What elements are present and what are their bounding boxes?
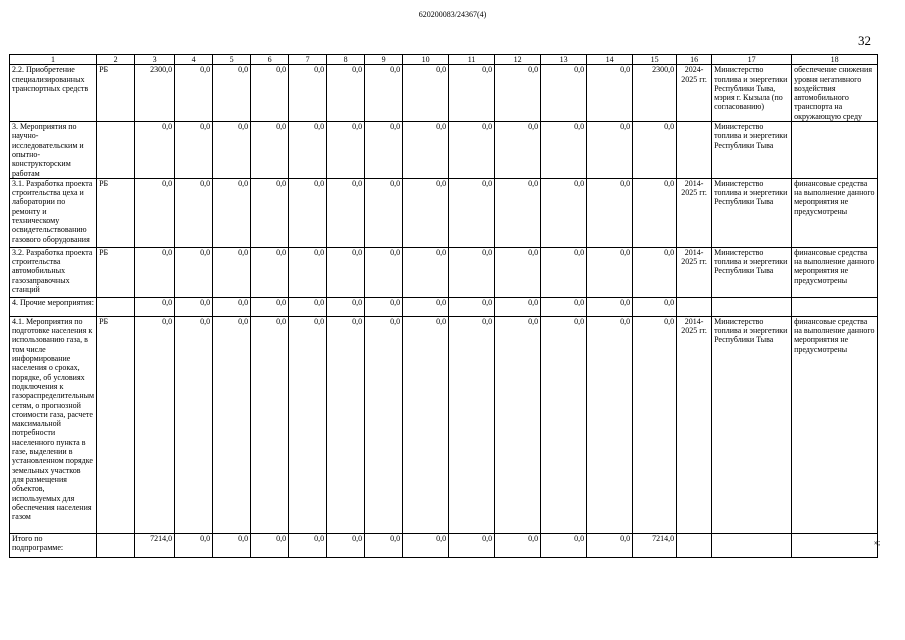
- table-cell: 2014-2025 гг.: [677, 247, 712, 297]
- table-cell: 0,0: [541, 533, 587, 557]
- column-header: 13: [541, 55, 587, 65]
- column-header: 7: [289, 55, 327, 65]
- table-cell: 0,0: [403, 247, 449, 297]
- table-cell: 0,0: [135, 316, 175, 533]
- table-cell: 0,0: [587, 533, 633, 557]
- table-cell: 0,0: [175, 178, 213, 247]
- column-header: 12: [495, 55, 541, 65]
- table-cell: 0,0: [495, 122, 541, 179]
- table-cell: 0,0: [633, 316, 677, 533]
- table-cell: 0,0: [495, 316, 541, 533]
- table-cell: 0,0: [365, 297, 403, 316]
- table-cell: 0,0: [633, 178, 677, 247]
- table-cell: 0,0: [175, 65, 213, 122]
- table-cell: 2.2. Приобретение специализированных транспортных средств: [10, 65, 97, 122]
- table-row: [10, 297, 878, 316]
- table-cell: Итого по подпрограмме:: [10, 533, 97, 557]
- column-header: 6: [251, 55, 289, 65]
- table-row: [10, 316, 878, 533]
- table-cell: 0,0: [251, 122, 289, 179]
- table-cell: [97, 122, 135, 179]
- column-header: 18: [792, 55, 878, 65]
- table-cell: 0,0: [403, 297, 449, 316]
- table-cell: Министерство топлива и энергетики Республики Тыва: [712, 122, 792, 179]
- table-row: [10, 178, 878, 247]
- table-cell: 0,0: [403, 533, 449, 557]
- page-number: 32: [858, 33, 871, 48]
- table-cell: 0,0: [327, 316, 365, 533]
- table-cell: 2300,0: [135, 65, 175, 122]
- table-cell: 0,0: [587, 178, 633, 247]
- table-cell: 0,0: [213, 122, 251, 179]
- table-cell: финансовые средства на выполнение данного мероприятия не предусмотрены: [792, 178, 878, 247]
- program-table: [9, 54, 881, 558]
- table-cell: 0,0: [135, 297, 175, 316]
- table-cell: 0,0: [449, 316, 495, 533]
- table-cell: 4.1. Мероприятия по подготовке населения к использованию газа, в том числе информирование населения о сроках, порядке, об условиях подключения к газораспределительным сетям, о прогнозной стоимости газа, расчете максимальной потребности населенного пункта в газе, выделении в установленном порядке земельных участков для размещения объектов, используемых для обеспечения населения газом: [10, 316, 97, 533]
- table-cell: РБ: [97, 178, 135, 247]
- table-cell: Министерство топлива и энергетики Республики Тыва: [712, 316, 792, 533]
- table-cell: 0,0: [541, 297, 587, 316]
- table-cell: 0,0: [403, 316, 449, 533]
- table-cell: 0,0: [587, 297, 633, 316]
- document-id: 620200083/24367(4): [418, 10, 487, 19]
- table-cell: 0,0: [495, 533, 541, 557]
- table-cell: 0,0: [289, 65, 327, 122]
- table-cell: 0,0: [449, 297, 495, 316]
- column-header: 4: [175, 55, 213, 65]
- table-cell: [677, 533, 712, 557]
- table-cell: 0,0: [327, 178, 365, 247]
- column-header: 8: [327, 55, 365, 65]
- table-cell: 0,0: [251, 316, 289, 533]
- table-cell: финансовые средства на выполнение данного мероприятия не предусмотрены: [792, 247, 878, 297]
- table-cell: 0,0: [327, 122, 365, 179]
- table-cell: 0,0: [449, 247, 495, 297]
- table-cell: 0,0: [365, 533, 403, 557]
- table-cell: 0,0: [251, 297, 289, 316]
- table-cell: 0,0: [633, 247, 677, 297]
- column-header: 17: [712, 55, 792, 65]
- table-cell: 0,0: [289, 316, 327, 533]
- table-cell: 0,0: [633, 297, 677, 316]
- table-cell: 0,0: [449, 178, 495, 247]
- table-cell: 0,0: [213, 297, 251, 316]
- table-cell: 0,0: [495, 247, 541, 297]
- table-cell: 0,0: [251, 65, 289, 122]
- column-header: 5: [213, 55, 251, 65]
- table-cell: 0,0: [289, 297, 327, 316]
- table-cell: 3.1. Разработка проекта строительства цеха и лаборатории по ремонту и техническому освидетельствованию газового оборудования: [10, 178, 97, 247]
- table-cell: [712, 297, 792, 316]
- table-cell: 0,0: [289, 122, 327, 179]
- table-cell: [792, 122, 878, 179]
- table-cell: 0,0: [365, 122, 403, 179]
- table-cell: 0,0: [251, 247, 289, 297]
- table-cell: 4. Прочие мероприятия:: [10, 297, 97, 316]
- table-cell: 7214,0: [633, 533, 677, 557]
- column-header: 10: [403, 55, 449, 65]
- table-cell: 0,0: [449, 122, 495, 179]
- table-cell: 0,0: [251, 533, 289, 557]
- table-cell: 0,0: [213, 316, 251, 533]
- table-cell: обеспечение снижения уровня негативного воздействия автомобильного транспорта на окружающую среду: [792, 65, 878, 122]
- table-cell: [712, 533, 792, 557]
- table-cell: 0,0: [587, 65, 633, 122]
- table-cell: 2024-2025 гг.: [677, 65, 712, 122]
- table-cell: 0,0: [327, 297, 365, 316]
- table-cell: 0,0: [587, 122, 633, 179]
- table-cell: Министерство топлива и энергетики Республики Тыва: [712, 178, 792, 247]
- closing-quote: »;: [874, 538, 881, 547]
- column-header: 15: [633, 55, 677, 65]
- table-cell: [677, 122, 712, 179]
- table-row: [10, 65, 878, 122]
- column-header: 2: [97, 55, 135, 65]
- table-cell: Министерство топлива и энергетики Республики Тыва: [712, 247, 792, 297]
- table-cell: 0,0: [327, 247, 365, 297]
- table-cell: финансовые средства на выполнение данного мероприятия не предусмотрены: [792, 316, 878, 533]
- table-cell: 0,0: [213, 533, 251, 557]
- column-header: 9: [365, 55, 403, 65]
- table-cell: 0,0: [175, 297, 213, 316]
- table-cell: 0,0: [449, 533, 495, 557]
- table-row: [10, 533, 878, 557]
- table-cell: 0,0: [541, 65, 587, 122]
- table-cell: 0,0: [289, 533, 327, 557]
- header-row: [10, 55, 878, 65]
- table-cell: 0,0: [175, 122, 213, 179]
- table-cell: 0,0: [495, 297, 541, 316]
- table-cell: 0,0: [327, 65, 365, 122]
- table-cell: 0,0: [495, 65, 541, 122]
- table-cell: 0,0: [541, 122, 587, 179]
- table-cell: 0,0: [633, 122, 677, 179]
- table-cell: 0,0: [449, 65, 495, 122]
- table-cell: 0,0: [327, 533, 365, 557]
- table-cell: [792, 297, 878, 316]
- table-cell: 7214,0: [135, 533, 175, 557]
- table-row: [10, 122, 878, 179]
- table-cell: [792, 533, 881, 557]
- table-cell: РБ: [97, 247, 135, 297]
- column-header: 3: [135, 55, 175, 65]
- table-cell: 0,0: [135, 178, 175, 247]
- table-cell: 0,0: [175, 316, 213, 533]
- table-cell: 0,0: [541, 316, 587, 533]
- table-cell: 3. Мероприятия по научно-исследовательским и опытно-конструкторским работам: [10, 122, 97, 179]
- table-cell: 0,0: [175, 533, 213, 557]
- table-cell: 2014-2025 гг.: [677, 316, 712, 533]
- table-cell: 0,0: [541, 247, 587, 297]
- table-cell: 0,0: [175, 247, 213, 297]
- table-row: [10, 247, 878, 297]
- table-cell: 2300,0: [633, 65, 677, 122]
- table-cell: [97, 297, 135, 316]
- table-cell: 0,0: [135, 122, 175, 179]
- table-cell: 0,0: [213, 247, 251, 297]
- column-header: 16: [677, 55, 712, 65]
- table-cell: 0,0: [289, 178, 327, 247]
- table-cell: 3.2. Разработка проекта строительства автомобильных газозаправочных станций: [10, 247, 97, 297]
- table-cell: 0,0: [365, 247, 403, 297]
- column-header: 1: [10, 55, 97, 65]
- table-cell: [677, 297, 712, 316]
- table-cell: 0,0: [251, 178, 289, 247]
- table-cell: [97, 533, 135, 557]
- table-cell: РБ: [97, 316, 135, 533]
- table-cell: 0,0: [541, 178, 587, 247]
- table-cell: 0,0: [403, 122, 449, 179]
- table-cell: 2014-2025 гг.: [677, 178, 712, 247]
- table-cell: 0,0: [587, 316, 633, 533]
- table-cell: 0,0: [403, 178, 449, 247]
- column-header: 14: [587, 55, 633, 65]
- table-cell: Министерство топлива и энергетики Республики Тыва, мэрия г. Кызыла (по согласованию): [712, 65, 792, 122]
- table-cell: 0,0: [403, 65, 449, 122]
- table-cell: 0,0: [135, 247, 175, 297]
- table-cell: 0,0: [587, 247, 633, 297]
- table-cell: РБ: [97, 65, 135, 122]
- column-header: 11: [449, 55, 495, 65]
- table-cell: 0,0: [495, 178, 541, 247]
- table-cell: 0,0: [289, 247, 327, 297]
- table-cell: 0,0: [365, 316, 403, 533]
- table-cell: 0,0: [213, 178, 251, 247]
- table-cell: 0,0: [365, 178, 403, 247]
- table-cell: 0,0: [213, 65, 251, 122]
- table-cell: 0,0: [365, 65, 403, 122]
